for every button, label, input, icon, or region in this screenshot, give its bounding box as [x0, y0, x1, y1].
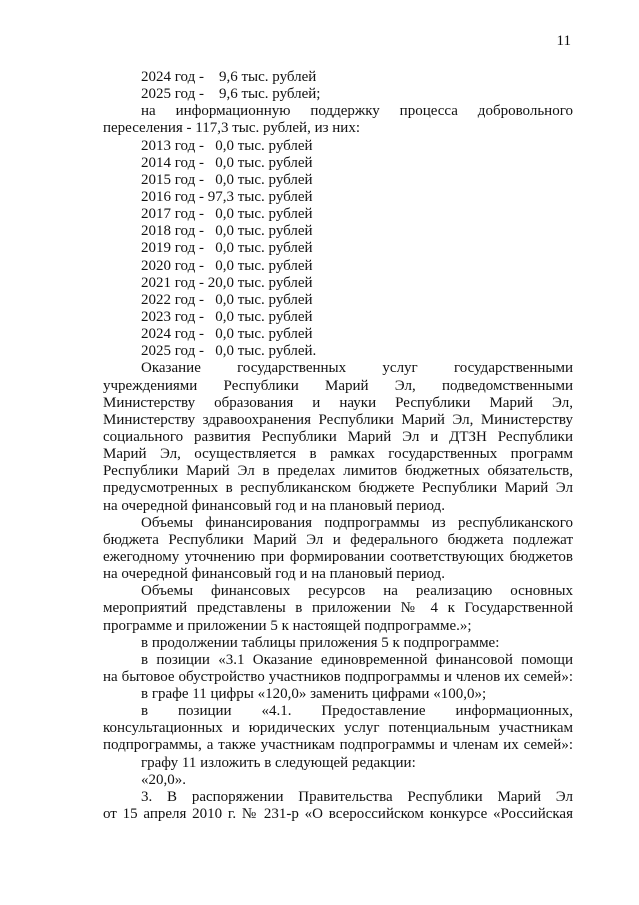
text-line: 2024 год - 0,0 тыс. рублей [141, 326, 313, 343]
text-line: подпрограммы, а также участникам подпрограммы и членам их семей»: [103, 737, 573, 754]
text-line: Объемы финансовых ресурсов на реализацию основных [141, 583, 573, 600]
text-line: 3. В распоряжении Правительства Республики Марий Эл [141, 788, 573, 805]
text-line: в позиции «3.1 Оказание единовременной финансовой помощи [141, 651, 573, 668]
text-line: 2023 год - 0,0 тыс. рублей [141, 308, 313, 325]
text-line: Министерству здравоохранения Республики Марий Эл, Министерству [103, 411, 573, 428]
text-line: 2015 год - 0,0 тыс. рублей [141, 171, 313, 188]
text-line: социального развития Республики Марий Эл и ДТЗН Республики [103, 428, 573, 445]
text-line: мероприятий представлены в приложении № 4 к Государственной [103, 600, 573, 617]
text-line: на информационную поддержку процесса добровольного [141, 103, 573, 120]
text-line: на очередной финансовый год и на плановый период. [103, 497, 445, 514]
page-number: 11 [556, 33, 571, 49]
text-line: в позиции «4.1. Предоставление информационных, [141, 703, 573, 720]
text-line: Марий Эл, осуществляется в рамках государственных программ [103, 446, 573, 463]
text-line: 2018 год - 0,0 тыс. рублей [141, 223, 313, 240]
text-line: Министерству образования и науки Республики Марий Эл, [103, 394, 573, 411]
text-line: Республики Марий Эл в пределах лимитов бюджетных обязательств, [103, 463, 573, 480]
text-line: 2017 год - 0,0 тыс. рублей [141, 206, 313, 223]
text-line: на бытовое обустройство участников подпрограммы и членов их семей»: [103, 668, 573, 685]
text-line: в графе 11 цифры «120,0» заменить цифрами «100,0»; [141, 686, 487, 703]
text-line: 2025 год - 9,6 тыс. рублей; [141, 86, 321, 103]
text-line: 2013 год - 0,0 тыс. рублей [141, 137, 313, 154]
text-line: Оказание государственных услуг государственными [141, 360, 573, 377]
text-line: графу 11 изложить в следующей редакции: [141, 754, 416, 771]
text-line: 2014 год - 0,0 тыс. рублей [141, 154, 313, 171]
text-line: Объемы финансирования подпрограммы из республиканского [141, 514, 573, 531]
text-line: в продолжении таблицы приложения 5 к подпрограмме: [141, 634, 500, 651]
text-line: на очередной финансовый год и на плановый период. [103, 566, 445, 583]
text-line: 2016 год - 97,3 тыс. рублей [141, 188, 313, 205]
text-line: 2020 год - 0,0 тыс. рублей [141, 257, 313, 274]
text-line: 2022 год - 0,0 тыс. рублей [141, 291, 313, 308]
text-line: ежегодному уточнению при формировании соответствующих бюджетов [103, 548, 573, 565]
text-line: учреждениями Республики Марий Эл, подведомственными [103, 377, 573, 394]
text-line: консультационных и юридических услуг потенциальным участникам [103, 720, 573, 737]
document-body [103, 69, 573, 823]
text-line: переселения - 117,3 тыс. рублей, из них: [103, 120, 360, 137]
text-line: от 15 апреля 2010 г. № 231-р «О всероссийском конкурсе «Российская [103, 806, 573, 823]
text-line: «20,0». [141, 771, 186, 788]
text-line: 2019 год - 0,0 тыс. рублей [141, 240, 313, 257]
text-line: 2021 год - 20,0 тыс. рублей [141, 274, 313, 291]
text-line: предусмотренных в республиканском бюджете Республики Марий Эл [103, 480, 573, 497]
text-line: бюджета Республики Марий Эл и федерального бюджета подлежат [103, 531, 573, 548]
text-line: программе и приложении 5 к настоящей подпрограмме.»; [103, 617, 472, 634]
text-line: 2024 год - 9,6 тыс. рублей [141, 69, 317, 85]
text-line: 2025 год - 0,0 тыс. рублей. [141, 343, 317, 360]
